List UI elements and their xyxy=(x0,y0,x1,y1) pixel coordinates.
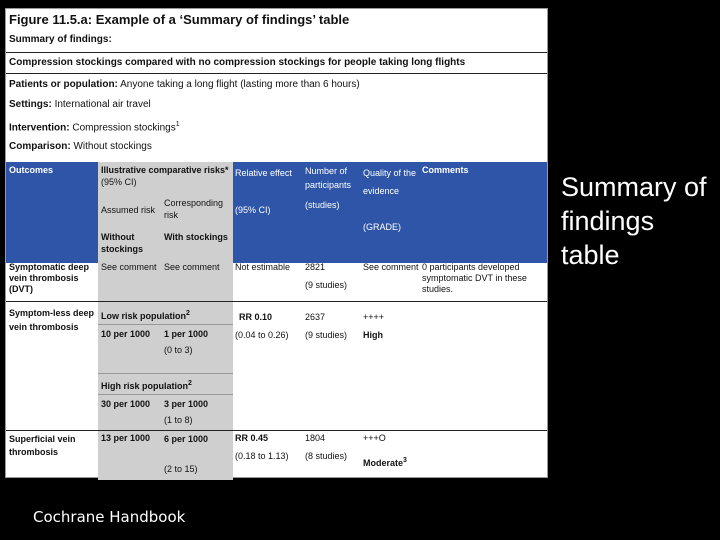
low-risk-footnote: 2 xyxy=(186,310,190,317)
settings-line xyxy=(9,99,151,110)
patients-value: Anyone taking a long flight (lasting more than 6 hours) xyxy=(120,79,360,90)
row2-outcome: Symptom-less deep vein thrombosis xyxy=(9,308,95,332)
row3-quality-symbols: +++O xyxy=(363,433,386,443)
table-metadata xyxy=(6,52,547,163)
intervention-label: Intervention: xyxy=(9,122,70,134)
comparison-label: Comparison: xyxy=(9,141,71,152)
row2-low-risk-label xyxy=(101,308,190,322)
header-relative-ci: (95% CI) xyxy=(235,205,271,215)
row2-high-risk-label xyxy=(101,378,192,392)
row3-relative: RR 0.45 xyxy=(235,433,269,443)
row2-low-ci: (0 to 3) xyxy=(164,345,193,355)
row2-high-assumed: 30 per 1000 xyxy=(101,399,151,409)
row2-participants: 2637 xyxy=(305,312,326,322)
row-divider xyxy=(6,301,547,302)
row2-relative-ci: (0.04 to 0.26) xyxy=(235,330,289,340)
row2-quality: High xyxy=(363,330,383,340)
header-with-stockings: With stockings xyxy=(164,232,228,242)
row2-relative: RR 0.10 xyxy=(239,312,273,322)
row1-outcome: Symptomatic deep vein thrombosis (DVT) xyxy=(9,262,90,294)
comparison-value: Without stockings xyxy=(73,141,152,152)
header-corresponding-risk: Corresponding risk xyxy=(164,198,224,220)
row2-high-corresponding: 3 per 1000 xyxy=(164,399,209,409)
header-relative-effect: Relative effect xyxy=(235,168,292,178)
row3-ci: (2 to 15) xyxy=(164,464,198,474)
row3-quality-footnote: 3 xyxy=(403,457,407,464)
row3-quality xyxy=(363,455,407,469)
row3-participants: 1804 xyxy=(305,433,326,443)
row3-outcome: Superficial vein thrombosis xyxy=(9,434,76,457)
row1-relative: Not estimable xyxy=(235,262,291,272)
comparison-header: Compression stockings compared with no compression stockings for people taking long flights xyxy=(9,57,466,68)
row2-quality-symbols: ++++ xyxy=(363,312,385,322)
settings-value: International air travel xyxy=(54,99,151,110)
row3-corresponding: 6 per 1000 xyxy=(164,434,209,444)
row1-quality: See comment xyxy=(363,262,419,272)
row3-quality-text: Moderate xyxy=(363,458,404,468)
row1-corresponding: See comment xyxy=(164,262,220,272)
patients-line xyxy=(9,79,360,90)
header-participants: Number of participants xyxy=(305,166,352,190)
row-divider xyxy=(98,324,233,325)
row2-high-ci: (1 to 8) xyxy=(164,415,193,425)
figure-title: Figure 11.5.a: Example of a ‘Summary of findings’ table xyxy=(9,12,350,27)
row1-participants: 2821 xyxy=(305,262,326,272)
slide-footer: Cochrane Handbook xyxy=(33,508,186,526)
row-divider xyxy=(98,373,233,374)
high-risk-text: High risk population xyxy=(101,381,188,391)
header-illustrative: Illustrative comparative risks* xyxy=(101,165,229,175)
intervention-footnote: 1 xyxy=(175,121,180,128)
header-outcomes: Outcomes xyxy=(9,165,54,175)
header-studies: (studies) xyxy=(305,200,340,210)
header-assumed-risk: Assumed risk xyxy=(101,205,156,215)
header-without-stockings: Without stockings xyxy=(101,232,144,254)
summary-of-findings-figure xyxy=(5,8,548,478)
row-divider xyxy=(6,430,547,431)
row2-low-assumed: 10 per 1000 xyxy=(101,329,151,339)
header-comments: Comments xyxy=(422,165,469,175)
row2-studies: (9 studies) xyxy=(305,330,348,340)
row1-studies: (9 studies) xyxy=(305,280,348,290)
patients-label: Patients or population: xyxy=(9,79,118,90)
slide-title: Summary of findings table xyxy=(561,172,707,270)
header-quality: Quality of the evidence xyxy=(363,168,417,196)
row-divider xyxy=(98,394,233,395)
intervention-line xyxy=(9,121,180,133)
comparison-line xyxy=(9,141,152,152)
row3-relative-ci: (0.18 to 1.13) xyxy=(235,451,289,461)
settings-label: Settings: xyxy=(9,99,52,110)
row3-assumed: 13 per 1000 xyxy=(101,433,151,443)
low-risk-text: Low risk population xyxy=(101,311,186,321)
summary-label: Summary of findings: xyxy=(9,34,112,45)
header-grade: (GRADE) xyxy=(363,222,401,232)
row2-low-corresponding: 1 per 1000 xyxy=(164,329,209,339)
row1-comments: 0 participants developed symptomatic DVT in these studies. xyxy=(422,262,527,294)
row1-assumed: See comment xyxy=(101,262,157,272)
divider xyxy=(6,73,547,74)
header-ci: (95% CI) xyxy=(101,177,137,187)
row3-studies: (8 studies) xyxy=(305,451,348,461)
high-risk-footnote: 2 xyxy=(188,380,192,387)
intervention-value: Compression stockings xyxy=(72,122,176,134)
